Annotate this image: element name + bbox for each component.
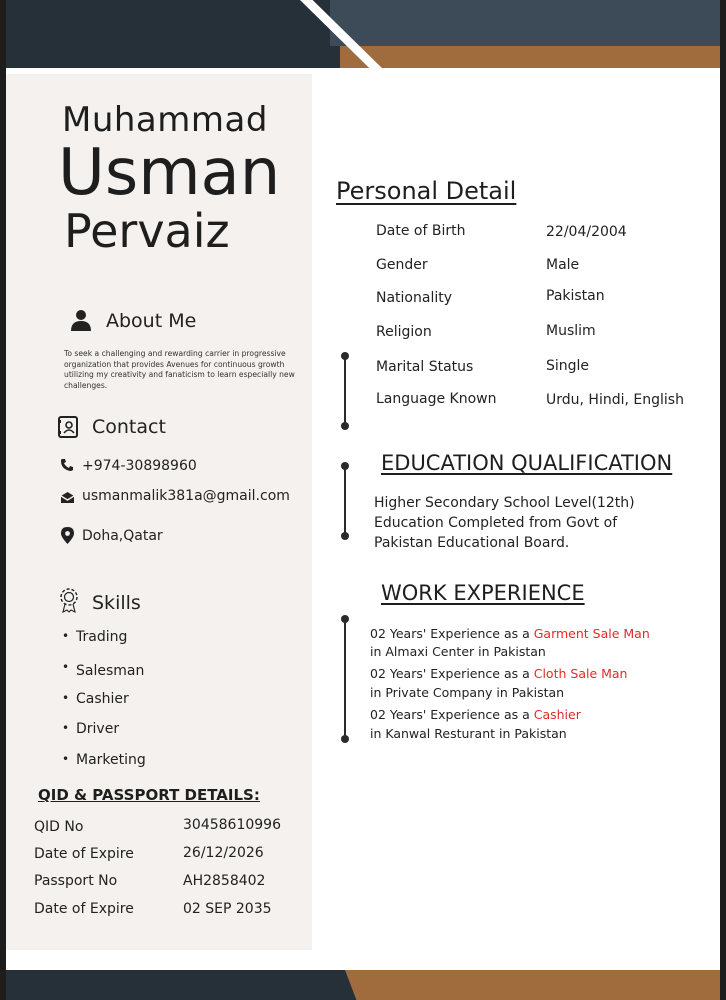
name-last: Pervaiz	[64, 204, 230, 258]
personal-value: Male	[546, 257, 580, 273]
personal-label: Marital Status	[376, 359, 474, 375]
skill-bullet: •	[62, 660, 70, 674]
personal-value: Muslim	[546, 323, 596, 339]
contact-phone: +974-30898960	[82, 458, 197, 474]
skill-item: Salesman	[76, 663, 145, 679]
work-item-role: Cloth Sale Man	[533, 666, 628, 681]
skill-bullet: •	[62, 721, 70, 735]
personal-value: Single	[546, 358, 590, 374]
skill-bullet: •	[62, 752, 70, 766]
skill-bullet: •	[62, 691, 70, 705]
name-middle: Usman	[58, 136, 281, 210]
footer-band-brown	[345, 970, 726, 1000]
skill-item: Marketing	[76, 752, 146, 768]
location-pin-icon	[61, 527, 74, 548]
about-title: About Me	[106, 310, 197, 332]
personal-label: Gender	[376, 257, 428, 273]
qid-value: AH2858402	[183, 873, 266, 889]
timeline-dot	[341, 735, 349, 743]
timeline-dot	[341, 422, 349, 430]
work-item-role: Garment Sale Man	[533, 626, 650, 641]
qid-title: QID & PASSPORT DETAILS:	[38, 786, 260, 804]
user-icon	[70, 309, 92, 335]
work-item-prefix: 02 Years' Experience as a	[370, 626, 534, 641]
contact-email: usmanmalik381a@gmail.com	[82, 488, 290, 504]
name-first: Muhammad	[62, 100, 268, 140]
gear-icon	[56, 585, 82, 617]
contact-title: Contact	[92, 416, 166, 438]
education-text: Higher Secondary School Level(12th) Education Completed from Govt of Pakistan Educational Board.	[374, 495, 635, 551]
timeline-dot	[341, 532, 349, 540]
timeline-line	[344, 466, 346, 536]
qid-label: QID No	[34, 819, 84, 835]
work-item-prefix: 02 Years' Experience as a	[370, 666, 534, 681]
qid-label: Date of Expire	[34, 846, 134, 862]
qid-value: 02 SEP 2035	[183, 901, 272, 917]
personal-label: Date of Birth	[376, 223, 466, 239]
header-band-slate	[330, 0, 726, 46]
work-item-place: in Almaxi Center in Pakistan	[370, 644, 546, 659]
work-item-role: Cashier	[533, 707, 581, 722]
personal-label: Religion	[376, 324, 432, 340]
skill-bullet: •	[62, 629, 70, 643]
work-title: WORK EXPERIENCE	[381, 581, 585, 605]
work-item-line	[370, 626, 650, 641]
skill-item: Cashier	[76, 691, 129, 707]
mail-icon	[60, 489, 75, 508]
qid-value: 30458610996	[183, 817, 281, 833]
contact-location: Doha,Qatar	[82, 528, 163, 544]
qid-label: Passport No	[34, 873, 118, 889]
timeline-line	[344, 619, 346, 739]
phone-icon	[60, 457, 74, 476]
personal-value: Urdu, Hindi, English	[546, 392, 684, 408]
skill-item: Trading	[76, 629, 128, 645]
work-item-prefix: 02 Years' Experience as a	[370, 707, 534, 722]
education-title: EDUCATION QUALIFICATION	[381, 451, 673, 475]
work-item-line	[370, 707, 581, 722]
header-band-brown	[340, 46, 726, 68]
timeline-line	[344, 356, 346, 426]
personal-value: Pakistan	[546, 288, 605, 304]
personal-label: Nationality	[376, 290, 453, 306]
skill-item: Driver	[76, 721, 120, 737]
work-item-line	[370, 666, 627, 681]
skills-title: Skills	[92, 592, 141, 614]
qid-value: 26/12/2026	[183, 845, 264, 861]
about-text: To seek a challenging and rewarding carrier in progressive organization that provides Avenues for continuous growth utilizing my creativity and fanaticism to learn especially new challenges.	[64, 349, 295, 390]
personal-label: Language Known	[376, 391, 497, 407]
personal-detail-title: Personal Detail	[336, 177, 517, 205]
qid-label: Date of Expire	[34, 901, 134, 917]
work-item-place: in Private Company in Pakistan	[370, 685, 565, 700]
contact-book-icon	[58, 416, 78, 442]
personal-value: 22/04/2004	[546, 224, 627, 240]
page-edge-right	[720, 0, 726, 1000]
work-item-place: in Kanwal Resturant in Pakistan	[370, 726, 567, 741]
